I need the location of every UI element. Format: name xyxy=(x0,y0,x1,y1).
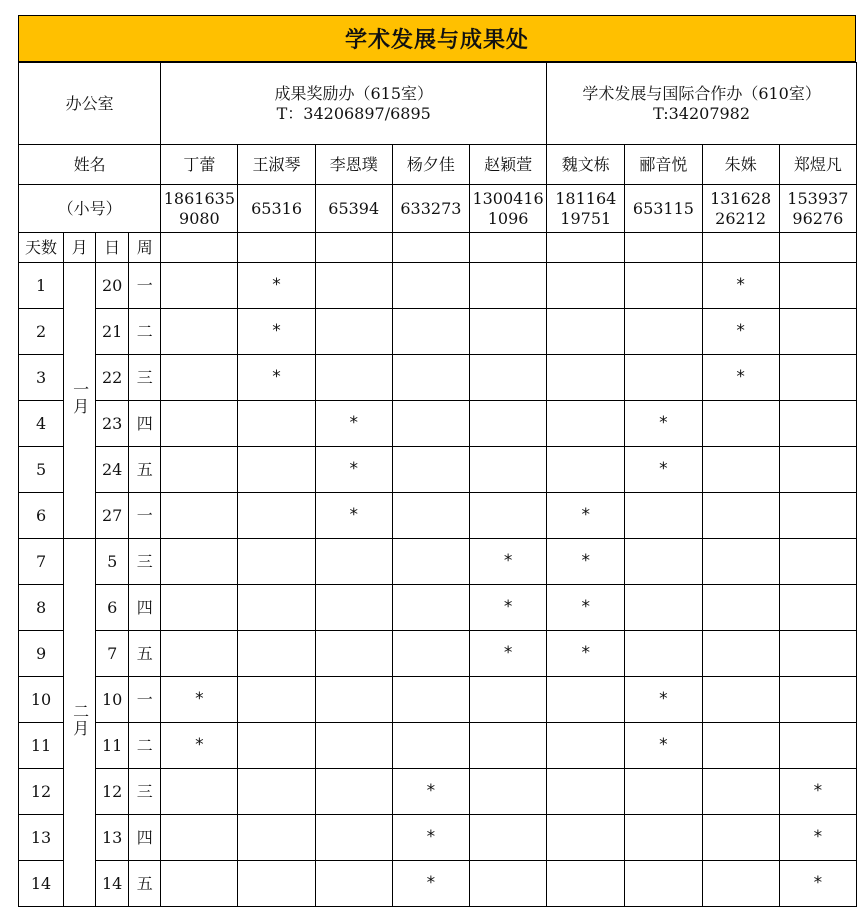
duty-cell xyxy=(392,723,469,769)
duty-cell xyxy=(547,861,625,907)
person-name: 丁蕾 xyxy=(161,145,238,185)
duty-cell xyxy=(238,769,315,815)
duty-mark: * xyxy=(581,596,590,617)
date-cell: 13 xyxy=(96,815,129,861)
duty-mark: * xyxy=(503,550,513,571)
day-count: 13 xyxy=(19,815,64,861)
duty-cell xyxy=(702,355,779,401)
duty-cell xyxy=(238,309,315,355)
duty-cell xyxy=(779,585,856,631)
duty-cell xyxy=(161,861,238,907)
day-header: 日 xyxy=(96,233,129,263)
person-name: 李恩璞 xyxy=(315,145,392,185)
office-phone: T：34206897/6895 xyxy=(276,103,431,123)
duty-cell xyxy=(161,677,238,723)
month-label: 二月 xyxy=(70,703,90,737)
duty-mark: * xyxy=(503,642,513,663)
empty-header-cell xyxy=(315,233,392,263)
duty-cell xyxy=(702,631,779,677)
duty-cell xyxy=(392,493,469,539)
duty-cell xyxy=(469,769,546,815)
month-cell xyxy=(64,539,96,907)
duty-mark: * xyxy=(659,688,668,709)
duty-cell xyxy=(315,309,392,355)
duty-cell xyxy=(469,723,546,769)
duty-cell xyxy=(392,401,469,447)
date-cell: 6 xyxy=(96,585,129,631)
duty-mark: * xyxy=(195,734,204,755)
date-cell: 21 xyxy=(96,309,129,355)
duty-cell xyxy=(625,263,702,309)
duty-mark: * xyxy=(736,366,745,387)
duty-cell xyxy=(238,677,315,723)
weekday-cell: 一 xyxy=(129,493,161,539)
day-count: 1 xyxy=(19,263,64,309)
column-header-row xyxy=(19,233,857,263)
duty-cell xyxy=(392,355,469,401)
duty-cell xyxy=(238,631,315,677)
duty-cell xyxy=(547,447,625,493)
duty-cell xyxy=(625,723,702,769)
weekday-cell: 四 xyxy=(129,815,161,861)
duty-cell xyxy=(469,539,546,585)
duty-cell xyxy=(238,493,315,539)
weekday-cell: 三 xyxy=(129,355,161,401)
schedule-row xyxy=(19,355,857,401)
duty-cell xyxy=(547,309,625,355)
duty-cell xyxy=(469,263,546,309)
schedule-row xyxy=(19,263,857,309)
duty-cell xyxy=(392,585,469,631)
day-count: 7 xyxy=(19,539,64,585)
duty-mark: * xyxy=(426,780,436,801)
weekday-cell: 四 xyxy=(129,585,161,631)
duty-cell xyxy=(392,861,469,907)
office-achievement-award xyxy=(161,63,547,145)
duty-cell xyxy=(392,677,469,723)
duty-mark: * xyxy=(813,872,823,893)
duty-cell xyxy=(547,815,625,861)
duty-cell xyxy=(547,355,625,401)
duty-cell xyxy=(315,539,392,585)
date-cell: 23 xyxy=(96,401,129,447)
office-phone: T:34207982 xyxy=(653,103,751,123)
duty-mark: * xyxy=(349,458,358,479)
duty-cell xyxy=(702,309,779,355)
number-label: （小号） xyxy=(19,185,161,233)
schedule-row xyxy=(19,769,857,815)
duty-cell xyxy=(392,539,469,585)
duty-cell xyxy=(625,769,702,815)
duty-cell xyxy=(238,585,315,631)
weekday-cell: 一 xyxy=(129,677,161,723)
duty-cell xyxy=(392,447,469,493)
phone-row xyxy=(19,185,857,233)
duty-mark: * xyxy=(581,504,590,525)
date-cell: 27 xyxy=(96,493,129,539)
schedule-row xyxy=(19,631,857,677)
duty-mark: * xyxy=(581,550,590,571)
schedule-row xyxy=(19,723,857,769)
duty-cell xyxy=(702,539,779,585)
duty-mark: * xyxy=(736,320,745,341)
duty-cell xyxy=(547,493,625,539)
weekday-cell: 五 xyxy=(129,861,161,907)
duty-mark: * xyxy=(659,734,668,755)
weekday-cell: 一 xyxy=(129,263,161,309)
duty-cell xyxy=(547,539,625,585)
date-cell: 14 xyxy=(96,861,129,907)
duty-cell xyxy=(547,677,625,723)
duty-cell xyxy=(547,401,625,447)
person-phone: 1300416 1096 xyxy=(469,185,546,233)
day-count: 8 xyxy=(19,585,64,631)
duty-cell xyxy=(779,769,856,815)
duty-cell xyxy=(779,815,856,861)
duty-cell xyxy=(238,447,315,493)
duty-mark: * xyxy=(503,596,513,617)
duty-cell xyxy=(547,723,625,769)
duty-cell xyxy=(702,861,779,907)
duty-cell xyxy=(779,263,856,309)
empty-header-cell xyxy=(238,233,315,263)
date-cell: 10 xyxy=(96,677,129,723)
duty-mark: * xyxy=(426,872,436,893)
person-name: 赵颖萱 xyxy=(469,145,546,185)
duty-cell xyxy=(161,493,238,539)
duty-cell xyxy=(392,263,469,309)
duty-cell xyxy=(238,401,315,447)
duty-cell xyxy=(161,309,238,355)
duty-mark: * xyxy=(272,320,281,341)
duty-cell xyxy=(392,631,469,677)
duty-cell xyxy=(315,861,392,907)
duty-cell xyxy=(779,677,856,723)
duty-cell xyxy=(702,401,779,447)
date-cell: 11 xyxy=(96,723,129,769)
weekday-cell: 二 xyxy=(129,309,161,355)
duty-cell xyxy=(625,677,702,723)
duty-cell xyxy=(238,861,315,907)
schedule-row xyxy=(19,539,857,585)
duty-cell xyxy=(161,815,238,861)
duty-cell xyxy=(315,263,392,309)
duty-cell xyxy=(315,723,392,769)
day-count: 2 xyxy=(19,309,64,355)
name-label: 姓名 xyxy=(19,145,161,185)
duty-cell xyxy=(161,263,238,309)
empty-header-cell xyxy=(702,233,779,263)
duty-cell xyxy=(238,355,315,401)
duty-cell xyxy=(161,769,238,815)
duty-cell xyxy=(625,815,702,861)
office-international xyxy=(547,63,857,145)
weekday-cell: 四 xyxy=(129,401,161,447)
weekday-header: 周 xyxy=(129,233,161,263)
duty-cell xyxy=(161,631,238,677)
schedule-row xyxy=(19,815,857,861)
duty-mark: * xyxy=(659,412,668,433)
duty-cell xyxy=(702,723,779,769)
person-phone: 653115 xyxy=(625,185,702,233)
duty-cell xyxy=(625,861,702,907)
day-count: 11 xyxy=(19,723,64,769)
duty-cell xyxy=(469,447,546,493)
duty-cell xyxy=(469,355,546,401)
duty-mark: * xyxy=(813,780,823,801)
person-phone: 1861635 9080 xyxy=(161,185,238,233)
duty-cell xyxy=(625,355,702,401)
schedule-row xyxy=(19,861,857,907)
date-cell: 5 xyxy=(96,539,129,585)
person-phone: 65316 xyxy=(238,185,315,233)
duty-cell xyxy=(469,493,546,539)
duty-cell xyxy=(315,355,392,401)
day-count: 9 xyxy=(19,631,64,677)
duty-cell xyxy=(315,815,392,861)
weekday-cell: 二 xyxy=(129,723,161,769)
schedule-row xyxy=(19,447,857,493)
weekday-cell: 五 xyxy=(129,631,161,677)
duty-cell xyxy=(469,677,546,723)
empty-header-cell xyxy=(161,233,238,263)
duty-cell xyxy=(469,631,546,677)
duty-cell xyxy=(779,401,856,447)
duty-cell xyxy=(315,677,392,723)
duty-cell xyxy=(315,493,392,539)
duty-mark: * xyxy=(349,412,358,433)
duty-cell xyxy=(779,355,856,401)
duty-cell xyxy=(469,861,546,907)
person-phone: 181164 19751 xyxy=(547,185,625,233)
duty-cell xyxy=(625,493,702,539)
duty-mark: * xyxy=(581,642,590,663)
person-phone: 131628 26212 xyxy=(702,185,779,233)
duty-cell xyxy=(779,493,856,539)
duty-cell xyxy=(161,355,238,401)
duty-cell xyxy=(625,401,702,447)
name-row xyxy=(19,145,857,185)
duty-cell xyxy=(625,309,702,355)
duty-cell xyxy=(469,309,546,355)
date-cell: 12 xyxy=(96,769,129,815)
date-cell: 7 xyxy=(96,631,129,677)
duty-cell xyxy=(779,861,856,907)
duty-cell xyxy=(702,447,779,493)
schedule-row xyxy=(19,309,857,355)
duty-cell xyxy=(547,263,625,309)
duty-cell xyxy=(392,309,469,355)
duty-cell xyxy=(315,631,392,677)
schedule-row xyxy=(19,677,857,723)
weekday-cell: 五 xyxy=(129,447,161,493)
date-cell: 22 xyxy=(96,355,129,401)
duty-cell xyxy=(547,585,625,631)
duty-cell xyxy=(779,309,856,355)
weekday-cell: 三 xyxy=(129,769,161,815)
duty-cell xyxy=(702,585,779,631)
empty-header-cell xyxy=(547,233,625,263)
duty-cell xyxy=(779,723,856,769)
month-label: 一月 xyxy=(70,381,90,415)
office-name: 成果奖励办（615室） xyxy=(274,83,433,103)
duty-cell xyxy=(161,539,238,585)
duty-mark: * xyxy=(272,366,281,387)
duty-cell xyxy=(315,585,392,631)
duty-cell xyxy=(161,401,238,447)
duty-cell xyxy=(315,447,392,493)
empty-header-cell xyxy=(392,233,469,263)
person-name: 郑煜凡 xyxy=(779,145,856,185)
duty-cell xyxy=(161,447,238,493)
duty-cell xyxy=(625,447,702,493)
month-header: 月 xyxy=(64,233,96,263)
duty-mark: * xyxy=(195,688,204,709)
duty-cell xyxy=(625,539,702,585)
duty-mark: * xyxy=(659,458,668,479)
empty-header-cell xyxy=(469,233,546,263)
weekday-cell: 三 xyxy=(129,539,161,585)
duty-cell xyxy=(238,723,315,769)
day-count: 4 xyxy=(19,401,64,447)
person-name: 杨夕佳 xyxy=(392,145,469,185)
duty-cell xyxy=(547,631,625,677)
person-name: 朱姝 xyxy=(702,145,779,185)
duty-cell xyxy=(315,401,392,447)
schedule-row xyxy=(19,585,857,631)
day-count: 12 xyxy=(19,769,64,815)
date-cell: 24 xyxy=(96,447,129,493)
empty-header-cell xyxy=(779,233,856,263)
duty-cell xyxy=(392,815,469,861)
person-phone: 65394 xyxy=(315,185,392,233)
duty-cell xyxy=(238,815,315,861)
person-name: 魏文栋 xyxy=(547,145,625,185)
day-count: 5 xyxy=(19,447,64,493)
duty-cell xyxy=(238,263,315,309)
duty-cell xyxy=(469,401,546,447)
duty-cell xyxy=(469,585,546,631)
duty-cell xyxy=(161,723,238,769)
day-count: 14 xyxy=(19,861,64,907)
duty-cell xyxy=(625,585,702,631)
duty-schedule-table xyxy=(18,62,857,907)
day-count: 6 xyxy=(19,493,64,539)
schedule-row xyxy=(19,401,857,447)
date-cell: 20 xyxy=(96,263,129,309)
page-title: 学术发展与成果处 xyxy=(18,15,856,62)
duty-mark: * xyxy=(349,504,358,525)
duty-cell xyxy=(547,769,625,815)
office-label: 办公室 xyxy=(19,63,161,145)
duty-cell xyxy=(702,815,779,861)
duty-cell xyxy=(702,677,779,723)
duty-cell xyxy=(702,769,779,815)
day-count: 3 xyxy=(19,355,64,401)
duty-cell xyxy=(702,263,779,309)
duty-cell xyxy=(392,769,469,815)
person-name: 郦音悦 xyxy=(625,145,702,185)
duty-cell xyxy=(779,539,856,585)
duty-mark: * xyxy=(426,826,436,847)
duty-cell xyxy=(469,815,546,861)
empty-header-cell xyxy=(625,233,702,263)
duty-cell xyxy=(779,447,856,493)
duty-cell xyxy=(161,585,238,631)
day-count: 10 xyxy=(19,677,64,723)
office-row xyxy=(19,63,857,145)
duty-cell xyxy=(238,539,315,585)
duty-cell xyxy=(625,631,702,677)
duty-cell xyxy=(702,493,779,539)
duty-mark: * xyxy=(813,826,823,847)
duty-cell xyxy=(315,769,392,815)
schedule-row xyxy=(19,493,857,539)
duty-cell xyxy=(779,631,856,677)
duty-mark: * xyxy=(272,274,281,295)
office-name: 学术发展与国际合作办（610室） xyxy=(582,83,821,103)
person-phone: 633273 xyxy=(392,185,469,233)
duty-mark: * xyxy=(736,274,745,295)
person-phone: 153937 96276 xyxy=(779,185,856,233)
month-cell xyxy=(64,263,96,539)
days-header: 天数 xyxy=(19,233,64,263)
person-name: 王淑琴 xyxy=(238,145,315,185)
